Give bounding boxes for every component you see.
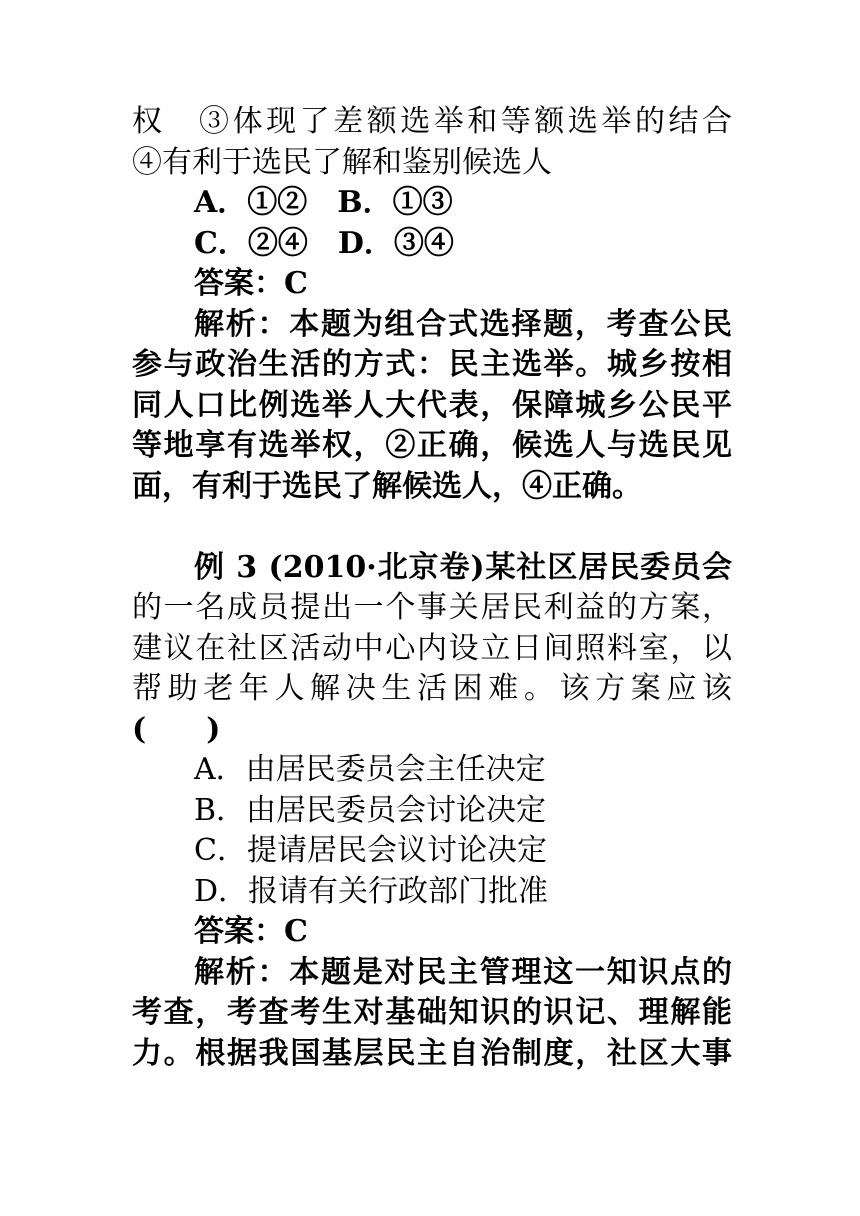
q3-analysis-text-1: 本题是对民主管理这一知识点的 [289,954,732,990]
q3-analysis-line-1 [132,953,732,994]
q2-options-row-2: C．②④ D．③④ [194,225,454,261]
q2-text-line-1: 权 ③体现了差额选举和等额选举的结合 [132,104,732,139]
q3-stem-line-4: 帮助老年人解决生活困难。该方案应该 [132,671,732,706]
q3-option-d: D．报请有关行政部门批准 [194,873,549,909]
q2-analysis-line-3: 同人口比例选举人大代表，保障城乡公民平 [132,387,732,423]
q3-stem-line-1 [132,548,732,589]
q3-source: (2010·北京卷) [257,549,485,585]
q3-answer: 答案：C [194,914,308,949]
q3-stem-text-1: 某社区居民委员会 [484,549,732,585]
q3-option-b: B．由居民委员会讨论决定 [194,792,547,828]
q3-label: 例 3 [194,549,258,585]
q2-analysis-line-4: 等地享有选举权，②正确，候选人与选民见 [132,428,732,463]
q3-stem-line-5: ( ) [132,711,221,747]
q2-analysis-label: 解析： [194,306,290,342]
q2-analysis-line-2: 参与政治生活的方式：民主选举。城乡按相 [132,347,732,382]
q3-analysis-label: 解析： [194,954,290,990]
q2-analysis-line-5: 面，有利于选民了解候选人，④正确。 [132,468,642,504]
q2-options-row-1: A．①② B．①③ [194,185,453,220]
q3-stem-line-2: 的一名成员提出一个事关居民利益的方案， [132,590,732,625]
q3-stem-line-3: 建议在社区活动中心内设立日间照料室，以 [132,630,732,666]
q2-analysis-line-1 [132,305,732,346]
document-page [132,102,732,1074]
q3-analysis-line-3: 力。根据我国基层民主自治制度，社区大事 [132,1035,732,1071]
q3-option-c: C．提请居民会议讨论决定 [194,833,547,868]
q2-analysis-text-1: 本题为组合式选择题，考查公民 [289,306,732,342]
q2-answer: 答案：C [194,266,308,301]
q2-text-line-2: ④有利于选民了解和鉴别候选人 [132,144,552,180]
q3-option-a: A．由居民委员会主任决定 [194,752,546,787]
paragraph-gap [132,507,732,548]
q3-analysis-line-2: 考查，考查考生对基础知识的识记、理解能 [132,995,732,1030]
